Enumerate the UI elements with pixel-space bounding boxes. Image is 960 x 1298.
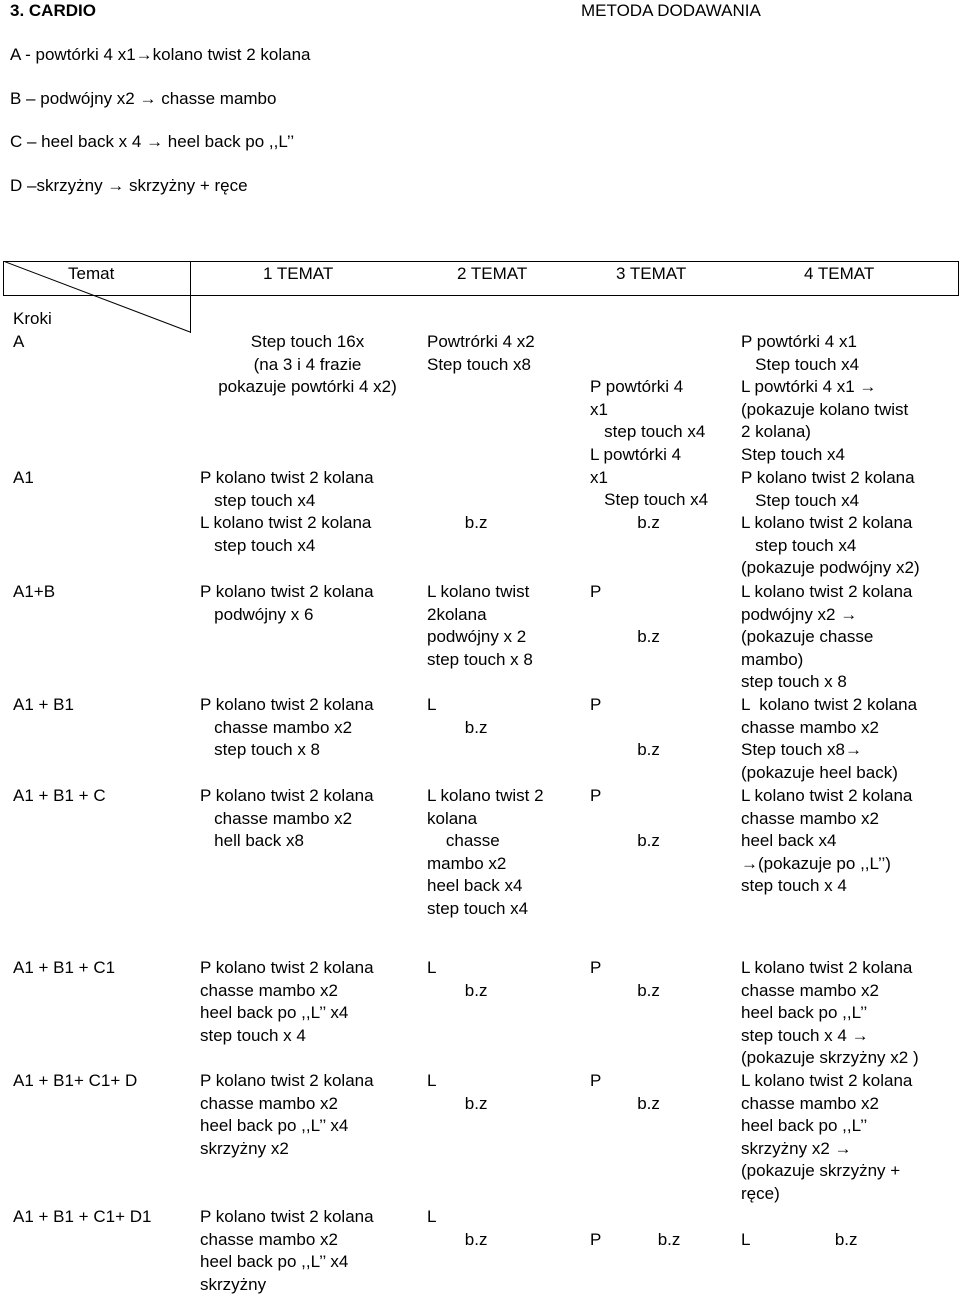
header-topic-3: 3 TEMAT <box>616 264 687 283</box>
cell-topic-3: P b.z <box>590 1230 681 1249</box>
corner-label-topic: Temat <box>68 264 115 283</box>
section-title: 3. CARDIO <box>10 1 96 20</box>
row-label: A1 + B1 + C <box>13 786 106 805</box>
row-label: A1 + B1 <box>13 695 74 714</box>
cell-topic-3: P powtórki 4 x1 step touch x4 L powtórki 4 x1 Step touch x4 <box>590 377 709 510</box>
corner-label-steps: Kroki <box>13 309 52 328</box>
cell-topic-3: P b.z <box>590 695 660 760</box>
cell-topic-4: P kolano twist 2 kolana Step touch x4 L kolano twist 2 kolana step touch x4 (pokazuje podwójny x2) <box>741 468 920 578</box>
cell-topic-1: P kolano twist 2 kolana chasse mambo x2 heel back po ,,L’’ x4 step touch x 4 <box>200 958 374 1045</box>
intro-line-c: C – heel back x 4 → heel back po ,,L’’ <box>10 132 295 151</box>
row-label: A1 <box>13 468 34 487</box>
method-title: METODA DODAWANIA <box>581 1 761 20</box>
cell-topic-4: L kolano twist 2 kolana chasse mambo x2 heel back po ,,L’’ step touch x 4 → (pokazuje skrzyżny x2 ) <box>741 958 919 1068</box>
cell-topic-3: P b.z <box>590 958 660 1000</box>
cell-topic-3: b.z <box>590 513 660 533</box>
intro-line-a: A - powtórki 4 x1→kolano twist 2 kolana <box>10 45 311 64</box>
cell-topic-1: P kolano twist 2 kolana chasse mambo x2 hell back x8 <box>200 786 374 851</box>
cell-topic-4: L b.z <box>741 1230 858 1249</box>
cell-topic-2: L kolano twist 2kolana podwójny x 2 step touch x 8 <box>427 582 533 669</box>
cell-topic-1: Step touch 16x (na 3 i 4 frazie pokazuje powtórki 4 x2) <box>218 332 397 397</box>
cell-topic-3: P b.z <box>590 786 660 851</box>
cell-topic-1: P kolano twist 2 kolana chasse mambo x2 heel back po ,,L’’ x4 skrzyżny <box>200 1207 374 1294</box>
cell-topic-1: P kolano twist 2 kolana step touch x4 L kolano twist 2 kolana step touch x4 <box>200 468 374 555</box>
cell-topic-2: L kolano twist 2 kolana chasse mambo x2 heel back x4 step touch x4 <box>427 786 544 918</box>
row-label: A1+B <box>13 582 56 601</box>
row-label: A1 + B1 + C1 <box>13 958 116 977</box>
header-topic-2: 2 TEMAT <box>457 264 528 283</box>
row-label: A1 + B1 + C1+ D1 <box>13 1207 152 1226</box>
cell-topic-4: L kolano twist 2 kolana chasse mambo x2 Step touch x8→ (pokazuje heel back) <box>741 695 918 782</box>
cell-topic-3: P b.z <box>590 1071 660 1113</box>
cell-topic-2: L b.z <box>427 958 488 1000</box>
cell-topic-1: P kolano twist 2 kolana chasse mambo x2 heel back po ,,L’’ x4 skrzyżny x2 <box>200 1071 374 1158</box>
cell-topic-2: L b.z <box>427 1207 488 1249</box>
cell-topic-2: L b.z <box>427 1071 488 1113</box>
cell-topic-1: P kolano twist 2 kolana podwójny x 6 <box>200 582 374 624</box>
cell-topic-1: P kolano twist 2 kolana chasse mambo x2 step touch x 8 <box>200 695 374 760</box>
intro-line-d: D –skrzyżny → skrzyżny + ręce <box>10 176 248 195</box>
cell-topic-2: Powtrórki 4 x2 Step touch x8 <box>427 332 535 374</box>
cell-topic-4: L kolano twist 2 kolana podwójny x2 → (pokazuje chasse mambo) step touch x 8 <box>741 582 913 692</box>
cell-topic-2: b.z <box>427 513 488 533</box>
header-topic-1: 1 TEMAT <box>263 264 334 283</box>
row-label: A1 + B1+ C1+ D <box>13 1071 138 1090</box>
table-right-border <box>958 261 959 295</box>
cell-topic-4: L kolano twist 2 kolana chasse mambo x2 heel back x4 →(pokazuje po ,,L’’) step touch x 4 <box>741 786 913 896</box>
cell-topic-4: P powtórki 4 x1 Step touch x4 L powtórki 4 x1 → (pokazuje kolano twist 2 kolana) Step touch x4 <box>741 332 909 464</box>
cell-topic-3: P b.z <box>590 582 660 647</box>
cell-topic-2: L b.z <box>427 695 488 737</box>
header-topic-4: 4 TEMAT <box>804 264 875 283</box>
row-label: A <box>13 332 25 351</box>
intro-line-b: B – podwójny x2 → chasse mambo <box>10 89 277 108</box>
cell-topic-4: L kolano twist 2 kolana chasse mambo x2 heel back po ,,L’’ skrzyżny x2 → (pokazuje skrzyżny + ręce) <box>741 1071 913 1203</box>
